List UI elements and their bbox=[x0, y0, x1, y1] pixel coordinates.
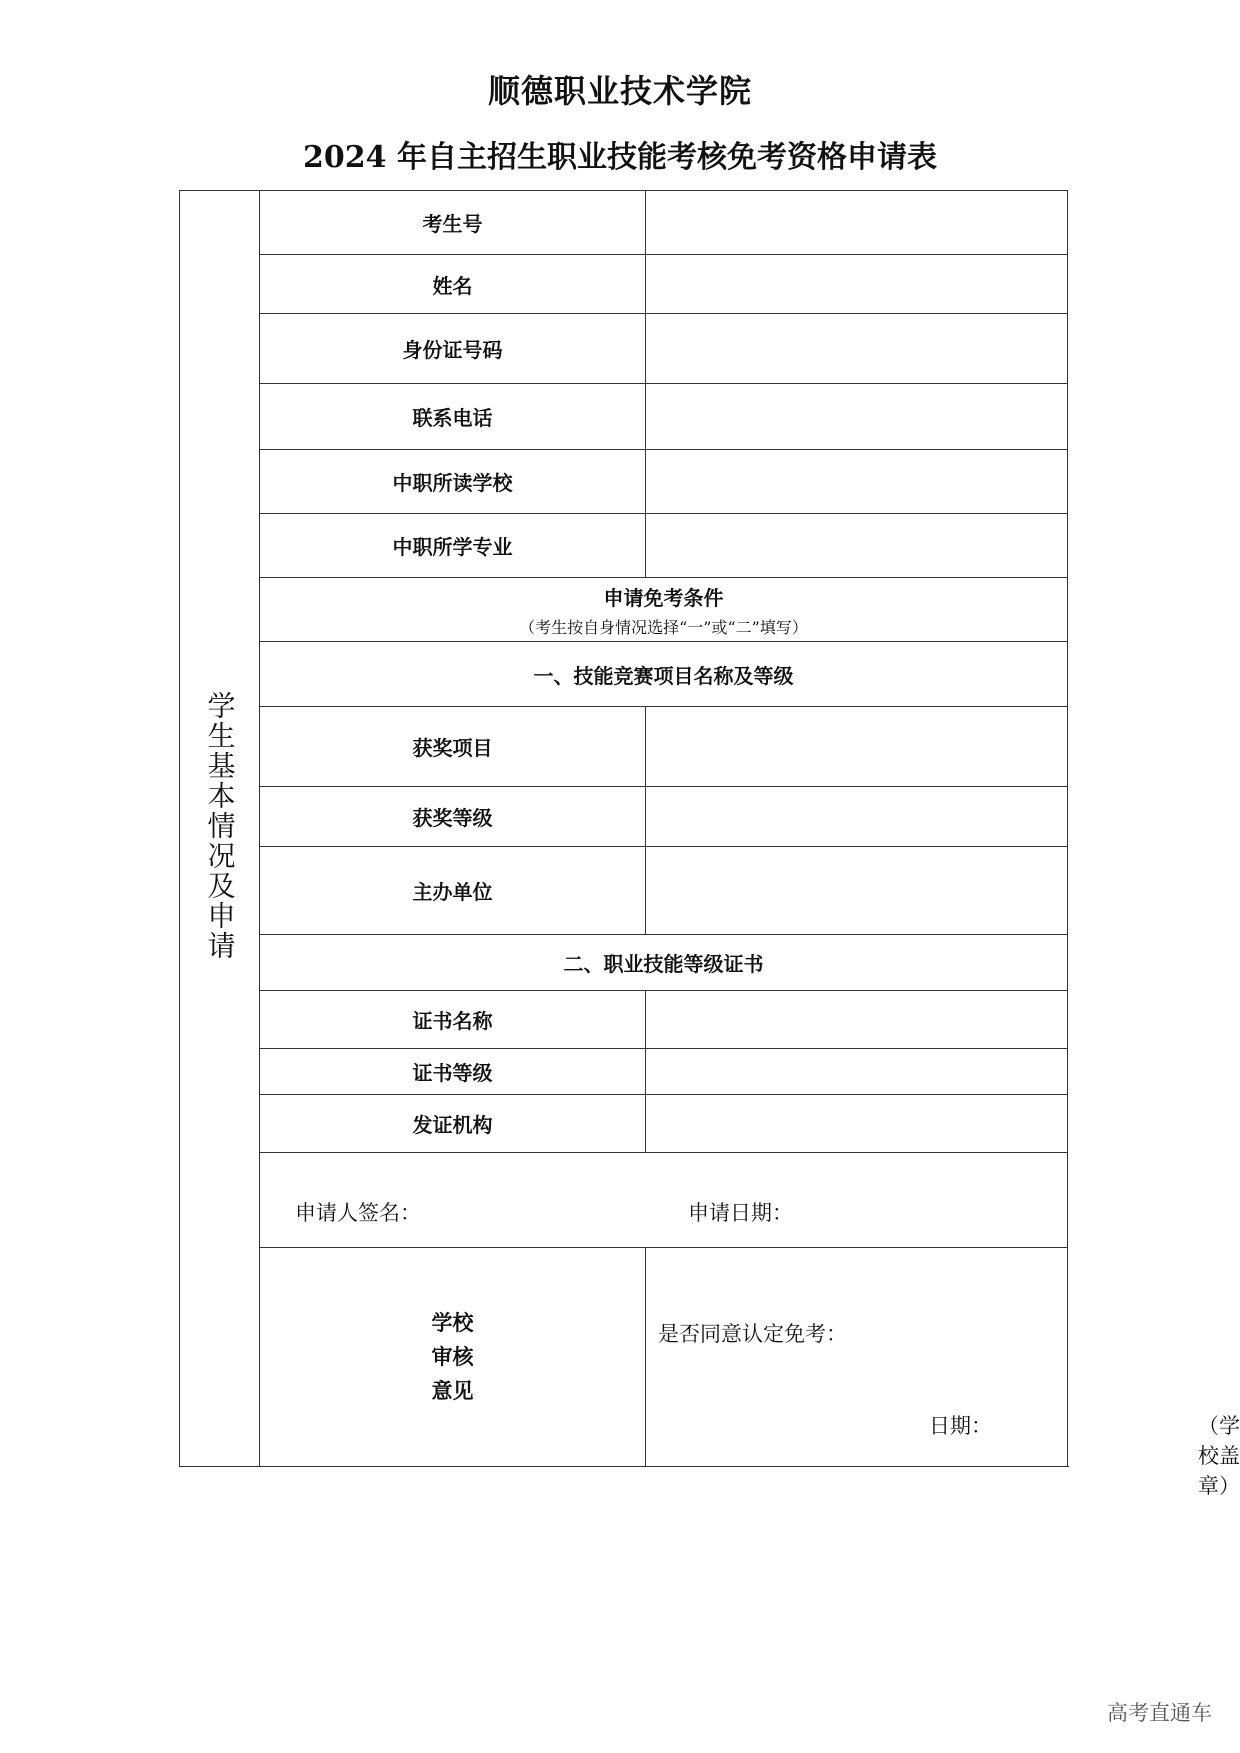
competition-heading: 一、技能竞赛项目名称及等级 bbox=[260, 642, 1068, 707]
cert-name-label: 证书名称 bbox=[260, 991, 646, 1049]
row-organizer bbox=[180, 847, 1068, 935]
student-section-cell bbox=[180, 191, 260, 1467]
row-name bbox=[180, 255, 1068, 314]
signature-cell[interactable] bbox=[260, 1153, 1068, 1248]
phone-input[interactable] bbox=[646, 384, 1068, 450]
exam-no-input[interactable] bbox=[646, 191, 1068, 255]
row-award-level bbox=[180, 787, 1068, 847]
conditions-note: （考生按自身情况选择“一”或“二”填写） bbox=[519, 617, 808, 637]
cert-level-label: 证书等级 bbox=[260, 1049, 646, 1095]
cert-issuer-label: 发证机构 bbox=[260, 1095, 646, 1153]
exam-no-label: 考生号 bbox=[260, 191, 646, 255]
row-cert-name bbox=[180, 991, 1068, 1049]
row-school bbox=[180, 450, 1068, 514]
row-id-no bbox=[180, 314, 1068, 384]
form-title: 2024 年自主招生职业技能考核免考资格申请表 bbox=[303, 140, 937, 175]
row-competition-heading bbox=[180, 642, 1068, 707]
row-phone bbox=[180, 384, 1068, 450]
application-form-table bbox=[179, 190, 1240, 1498]
apply-date-label: 申请日期： bbox=[688, 1201, 793, 1225]
award-level-label: 获奖等级 bbox=[260, 787, 646, 847]
award-project-label: 获奖项目 bbox=[260, 707, 646, 787]
organizer-label: 主办单位 bbox=[260, 847, 646, 935]
name-label: 姓名 bbox=[260, 255, 646, 314]
review-date-label: 日期： bbox=[929, 1414, 992, 1438]
major-input[interactable] bbox=[646, 514, 1068, 578]
name-input[interactable] bbox=[646, 255, 1068, 314]
row-cert-issuer bbox=[180, 1095, 1068, 1153]
row-cert-level bbox=[180, 1049, 1068, 1095]
school-title: 顺德职业技术学院 bbox=[487, 72, 752, 110]
row-signature bbox=[180, 1153, 1068, 1248]
phone-label: 联系电话 bbox=[260, 384, 646, 450]
id-no-input[interactable] bbox=[646, 314, 1068, 384]
row-school-review bbox=[180, 1248, 1068, 1467]
organizer-input[interactable] bbox=[646, 847, 1068, 935]
row-exam-no bbox=[180, 191, 1068, 255]
cert-level-input[interactable] bbox=[646, 1049, 1068, 1095]
id-no-label: 身份证号码 bbox=[260, 314, 646, 384]
conditions-title: 申请免考条件 bbox=[603, 585, 724, 610]
cert-name-input[interactable] bbox=[646, 991, 1068, 1049]
school-review-cell[interactable] bbox=[646, 1248, 1240, 1498]
school-review-label bbox=[430, 1306, 476, 1408]
school-stamp-label: （学校盖章） bbox=[1198, 1414, 1240, 1498]
award-level-input[interactable] bbox=[646, 787, 1068, 847]
major-label: 中职所学专业 bbox=[260, 514, 646, 578]
row-major bbox=[180, 514, 1068, 578]
agree-exemption-label: 是否同意认定免考： bbox=[658, 1322, 847, 1346]
conditions-cell bbox=[260, 578, 1068, 642]
row-conditions bbox=[180, 578, 1068, 642]
school-input[interactable] bbox=[646, 450, 1068, 514]
award-project-input[interactable] bbox=[646, 707, 1068, 787]
row-award-project bbox=[180, 707, 1068, 787]
certificate-heading: 二、职业技能等级证书 bbox=[260, 935, 1068, 991]
cert-issuer-input[interactable] bbox=[646, 1095, 1068, 1153]
school-label: 中职所读学校 bbox=[260, 450, 646, 514]
student-section-label: 学生基本情况及申请 bbox=[203, 691, 237, 961]
applicant-signature-label: 申请人签名： bbox=[295, 1201, 421, 1225]
school-review-text: 学校审核意见 bbox=[431, 1310, 474, 1403]
row-certificate-heading bbox=[180, 935, 1068, 991]
school-review-side-cell bbox=[260, 1248, 646, 1467]
watermark: 高考直通车 bbox=[1107, 1701, 1212, 1725]
